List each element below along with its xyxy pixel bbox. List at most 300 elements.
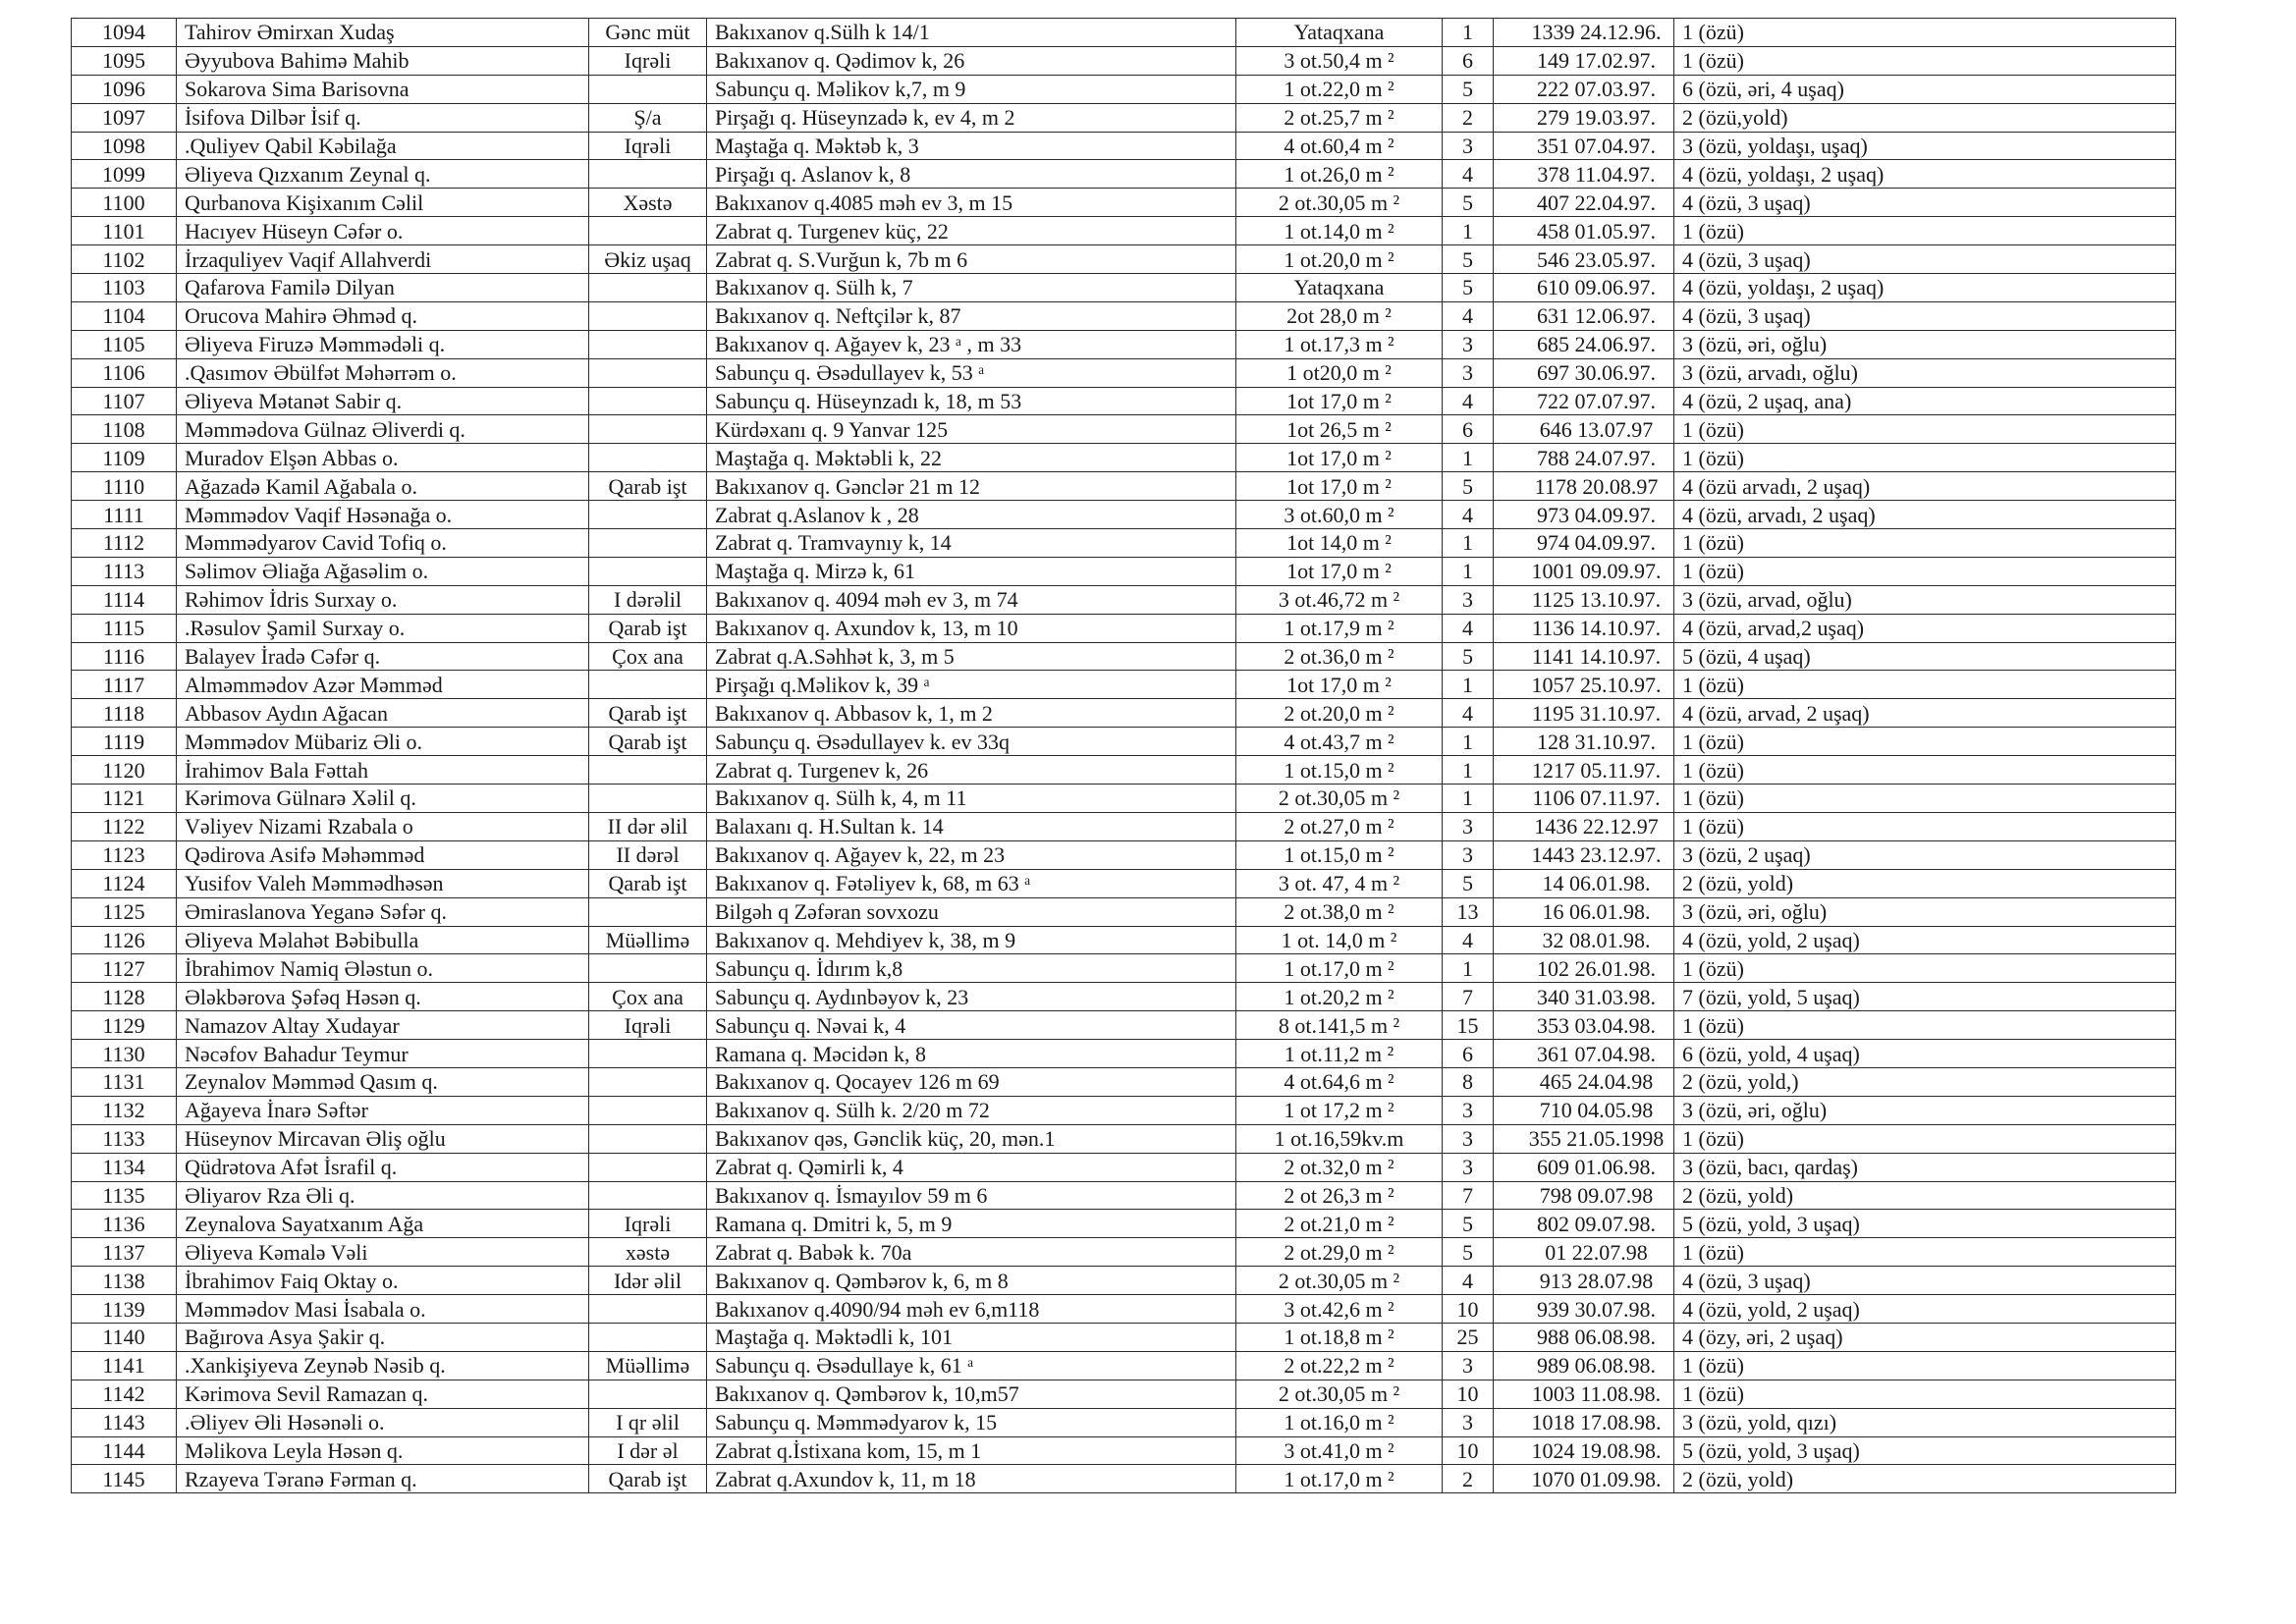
registration-cell: 102 26.01.98. (1494, 954, 1674, 983)
address-cell: Maştağa q. Məktəb k, 3 (707, 132, 1236, 160)
category-cell (589, 160, 707, 189)
address-cell: Bakıxanov q. Ağayev k, 23 ᵃ , m 33 (707, 330, 1236, 358)
housing-area-cell: 1ot 26,5 m ² (1236, 415, 1443, 444)
record-number-cell: 1103 (72, 274, 177, 302)
family-members-cell: 7 (özü, yold, 5 uşaq) (1674, 983, 2176, 1011)
category-cell (589, 1124, 707, 1153)
table-row (72, 1295, 2176, 1324)
table-row (72, 1380, 2176, 1408)
registration-cell: 1141 14.10.97. (1494, 642, 1674, 671)
category-cell (589, 1040, 707, 1068)
full-name-cell: Məmmədov Vaqif Həsənağa o. (177, 501, 589, 529)
record-number-cell: 1121 (72, 785, 177, 813)
household-count-cell: 1 (1443, 19, 1494, 47)
table-row (72, 529, 2176, 558)
full-name-cell: Tahirov Əmirxan Xudaş (177, 19, 589, 47)
full-name-cell: Əliyarov Rza Əli q. (177, 1181, 589, 1210)
address-cell: Sabunçu q. Əsədullayev k, 53 ᵃ (707, 358, 1236, 387)
housing-area-cell: 1 ot.22,0 m ² (1236, 75, 1443, 103)
household-count-cell: 7 (1443, 983, 1494, 1011)
category-cell: Əkiz uşaq (589, 245, 707, 274)
category-cell (589, 330, 707, 358)
registration-cell: 01 22.07.98 (1494, 1238, 1674, 1267)
record-number-cell: 1111 (72, 501, 177, 529)
record-number-cell: 1100 (72, 189, 177, 217)
housing-area-cell: 3 ot.60,0 m ² (1236, 501, 1443, 529)
record-number-cell: 1139 (72, 1295, 177, 1324)
household-count-cell: 5 (1443, 189, 1494, 217)
housing-queue-table (71, 18, 2176, 1493)
family-members-cell: 4 (özü, arvad, 2 uşaq) (1674, 699, 2176, 728)
address-cell: Zabrat q.A.Səhhət k, 3, m 5 (707, 642, 1236, 671)
registration-cell: 1003 11.08.98. (1494, 1380, 1674, 1408)
table-row (72, 274, 2176, 302)
table-row (72, 415, 2176, 444)
category-cell (589, 387, 707, 415)
family-members-cell: 3 (özü, əri, oğlu) (1674, 1096, 2176, 1124)
address-cell: Pirşağı q.Məlikov k, 39 ᵃ (707, 671, 1236, 699)
record-number-cell: 1126 (72, 926, 177, 954)
table-row (72, 1408, 2176, 1436)
record-number-cell: 1094 (72, 19, 177, 47)
family-members-cell: 1 (özü) (1674, 785, 2176, 813)
category-cell (589, 954, 707, 983)
registration-cell: 149 17.02.97. (1494, 46, 1674, 75)
address-cell: Bakıxanov q. Ağayev k, 22, m 23 (707, 840, 1236, 869)
family-members-cell: 4 (özü, 3 uşaq) (1674, 189, 2176, 217)
family-members-cell: 1 (özü) (1674, 415, 2176, 444)
registration-cell: 798 09.07.98 (1494, 1181, 1674, 1210)
registration-cell: 465 24.04.98 (1494, 1067, 1674, 1096)
full-name-cell: İrzaquliyev Vaqif Allahverdi (177, 245, 589, 274)
registration-cell: 1001 09.09.97. (1494, 557, 1674, 585)
table-row (72, 869, 2176, 897)
housing-area-cell: Yataqxana (1236, 274, 1443, 302)
full-name-cell: İsifova Dilbər İsif q. (177, 103, 589, 132)
housing-area-cell: 2 ot 26,3 m ² (1236, 1181, 1443, 1210)
family-members-cell: 2 (özü, yold,) (1674, 1067, 2176, 1096)
registration-cell: 685 24.06.97. (1494, 330, 1674, 358)
table-row (72, 1436, 2176, 1465)
family-members-cell: 4 (özü, 3 uşaq) (1674, 245, 2176, 274)
registration-cell: 222 07.03.97. (1494, 75, 1674, 103)
housing-area-cell: 2 ot.32,0 m ² (1236, 1153, 1443, 1181)
registration-cell: 14 06.01.98. (1494, 869, 1674, 897)
category-cell: Iqrəli (589, 46, 707, 75)
family-members-cell: 2 (özü,yold) (1674, 103, 2176, 132)
category-cell: Qarab işt (589, 1465, 707, 1493)
address-cell: Sabunçu q. Məmmədyarov k, 15 (707, 1408, 1236, 1436)
household-count-cell: 1 (1443, 671, 1494, 699)
full-name-cell: Əliyeva Kəmalə Vəli (177, 1238, 589, 1267)
housing-area-cell: 1 ot.16,0 m ² (1236, 1408, 1443, 1436)
housing-area-cell: 1 ot.17,0 m ² (1236, 954, 1443, 983)
address-cell: Zabrat q. Tramvaynıy k, 14 (707, 529, 1236, 558)
registration-cell: 1018 17.08.98. (1494, 1408, 1674, 1436)
table-row (72, 812, 2176, 840)
table-row (72, 1465, 2176, 1493)
full-name-cell: Əliyeva Məlahət Bəbibulla (177, 926, 589, 954)
registration-cell: 407 22.04.97. (1494, 189, 1674, 217)
category-cell (589, 415, 707, 444)
family-members-cell: 3 (özü, yoldaşı, uşaq) (1674, 132, 2176, 160)
housing-area-cell: 1 ot.20,0 m ² (1236, 245, 1443, 274)
category-cell: Ş/a (589, 103, 707, 132)
record-number-cell: 1127 (72, 954, 177, 983)
registration-cell: 1106 07.11.97. (1494, 785, 1674, 813)
registration-cell: 939 30.07.98. (1494, 1295, 1674, 1324)
table-row (72, 1096, 2176, 1124)
household-count-cell: 3 (1443, 358, 1494, 387)
family-members-cell: 1 (özü) (1674, 444, 2176, 472)
registration-cell: 788 24.07.97. (1494, 444, 1674, 472)
address-cell: Bakıxanov q.4090/94 məh ev 6,m118 (707, 1295, 1236, 1324)
household-count-cell: 4 (1443, 614, 1494, 642)
address-cell: Bakıxanov q. İsmayılov 59 m 6 (707, 1181, 1236, 1210)
table-row (72, 103, 2176, 132)
registration-cell: 1125 13.10.97. (1494, 585, 1674, 614)
record-number-cell: 1119 (72, 728, 177, 756)
record-number-cell: 1134 (72, 1153, 177, 1181)
household-count-cell: 1 (1443, 785, 1494, 813)
registration-cell: 1024 19.08.98. (1494, 1436, 1674, 1465)
record-number-cell: 1133 (72, 1124, 177, 1153)
housing-area-cell: 8 ot.141,5 m ² (1236, 1011, 1443, 1040)
family-members-cell: 1 (özü) (1674, 1380, 2176, 1408)
registration-cell: 458 01.05.97. (1494, 217, 1674, 245)
registration-cell: 378 11.04.97. (1494, 160, 1674, 189)
full-name-cell: Orucova Mahirə Əhməd q. (177, 301, 589, 330)
family-members-cell: 4 (özü, arvadı, 2 uşaq) (1674, 501, 2176, 529)
record-number-cell: 1120 (72, 756, 177, 785)
household-count-cell: 4 (1443, 926, 1494, 954)
housing-area-cell: 1 ot.18,8 m ² (1236, 1323, 1443, 1351)
record-number-cell: 1101 (72, 217, 177, 245)
address-cell: Zabrat q. Qəmirli k, 4 (707, 1153, 1236, 1181)
address-cell: Bakıxanov q. Axundov k, 13, m 10 (707, 614, 1236, 642)
table-row (72, 189, 2176, 217)
category-cell (589, 1181, 707, 1210)
category-cell: II dər əlil (589, 812, 707, 840)
full-name-cell: Qafarova Familə Dilyan (177, 274, 589, 302)
household-count-cell: 15 (1443, 1011, 1494, 1040)
household-count-cell: 5 (1443, 642, 1494, 671)
table-row (72, 1267, 2176, 1295)
full-name-cell: Səlimov Əliağa Ağasəlim o. (177, 557, 589, 585)
record-number-cell: 1106 (72, 358, 177, 387)
household-count-cell: 4 (1443, 387, 1494, 415)
address-cell: Maştağa q. Məktədli k, 101 (707, 1323, 1236, 1351)
full-name-cell: Alməmmədov Azər Məmməd (177, 671, 589, 699)
category-cell (589, 301, 707, 330)
category-cell: Qarab işt (589, 699, 707, 728)
registration-cell: 1217 05.11.97. (1494, 756, 1674, 785)
address-cell: Bilgəh q Zəfəran sovxozu (707, 897, 1236, 926)
address-cell: Sabunçu q. Məlikov k,7, m 9 (707, 75, 1236, 103)
full-name-cell: Abbasov Aydın Ağacan (177, 699, 589, 728)
full-name-cell: Əliyeva Mətanət Sabir q. (177, 387, 589, 415)
table-row (72, 1124, 2176, 1153)
housing-area-cell: 1 ot.14,0 m ² (1236, 217, 1443, 245)
category-cell: II dərəl (589, 840, 707, 869)
record-number-cell: 1137 (72, 1238, 177, 1267)
table-row (72, 444, 2176, 472)
table-row (72, 926, 2176, 954)
household-count-cell: 4 (1443, 1267, 1494, 1295)
address-cell: Bakıxanov q. Fətəliyev k, 68, m 63 ᵃ (707, 869, 1236, 897)
table-row (72, 217, 2176, 245)
full-name-cell: Əyyubova Bahimə Mahib (177, 46, 589, 75)
full-name-cell: Qüdrətova Afət İsrafil q. (177, 1153, 589, 1181)
address-cell: Pirşağı q. Hüseynzadə k, ev 4, m 2 (707, 103, 1236, 132)
household-count-cell: 5 (1443, 472, 1494, 501)
address-cell: Bakıxanov q.4085 məh ev 3, m 15 (707, 189, 1236, 217)
family-members-cell: 3 (özü, əri, oğlu) (1674, 330, 2176, 358)
record-number-cell: 1128 (72, 983, 177, 1011)
record-number-cell: 1136 (72, 1210, 177, 1238)
table-row (72, 501, 2176, 529)
record-number-cell: 1112 (72, 529, 177, 558)
address-cell: Bakıxanov q. Qəmbərov k, 6, m 8 (707, 1267, 1236, 1295)
address-cell: Maştağa q. Məktəbli k, 22 (707, 444, 1236, 472)
household-count-cell: 3 (1443, 1153, 1494, 1181)
household-count-cell: 4 (1443, 501, 1494, 529)
record-number-cell: 1107 (72, 387, 177, 415)
housing-area-cell: 2 ot.30,05 m ² (1236, 1267, 1443, 1295)
record-number-cell: 1138 (72, 1267, 177, 1295)
record-number-cell: 1114 (72, 585, 177, 614)
registration-cell: 631 12.06.97. (1494, 301, 1674, 330)
category-cell: Qarab işt (589, 728, 707, 756)
table-row (72, 472, 2176, 501)
full-name-cell: Əmiraslanova Yeganə Səfər q. (177, 897, 589, 926)
address-cell: Zabrat q.İstixana kom, 15, m 1 (707, 1436, 1236, 1465)
family-members-cell: 3 (özü, bacı, qardaş) (1674, 1153, 2176, 1181)
registration-cell: 646 13.07.97 (1494, 415, 1674, 444)
full-name-cell: Yusifov Valeh Məmmədhəsən (177, 869, 589, 897)
full-name-cell: Məmmədov Mübariz Əli o. (177, 728, 589, 756)
address-cell: Bakıxanov q. Sülh k, 4, m 11 (707, 785, 1236, 813)
full-name-cell: Bağırova Asya Şakir q. (177, 1323, 589, 1351)
housing-area-cell: 1 ot.16,59kv.m (1236, 1124, 1443, 1153)
address-cell: Bakıxanov qəs, Gənclik küç, 20, mən.1 (707, 1124, 1236, 1153)
category-cell: Qarab işt (589, 869, 707, 897)
category-cell (589, 1096, 707, 1124)
housing-area-cell: 2 ot.20,0 m ² (1236, 699, 1443, 728)
address-cell: Pirşağı q. Aslanov k, 8 (707, 160, 1236, 189)
household-count-cell: 3 (1443, 1096, 1494, 1124)
registration-cell: 16 06.01.98. (1494, 897, 1674, 926)
address-cell: Ramana q. Məcidən k, 8 (707, 1040, 1236, 1068)
full-name-cell: Məlikova Leyla Həsən q. (177, 1436, 589, 1465)
housing-area-cell: 1 ot.15,0 m ² (1236, 756, 1443, 785)
table-row (72, 1351, 2176, 1380)
record-number-cell: 1122 (72, 812, 177, 840)
household-count-cell: 3 (1443, 812, 1494, 840)
registration-cell: 1339 24.12.96. (1494, 19, 1674, 47)
household-count-cell: 5 (1443, 1238, 1494, 1267)
family-members-cell: 4 (özü, yold, 2 uşaq) (1674, 926, 2176, 954)
table-row (72, 75, 2176, 103)
household-count-cell: 10 (1443, 1295, 1494, 1324)
housing-area-cell: 2 ot.38,0 m ² (1236, 897, 1443, 926)
table-row (72, 699, 2176, 728)
housing-area-cell: 3 ot.42,6 m ² (1236, 1295, 1443, 1324)
category-cell (589, 1380, 707, 1408)
household-count-cell: 10 (1443, 1436, 1494, 1465)
record-number-cell: 1118 (72, 699, 177, 728)
household-count-cell: 1 (1443, 954, 1494, 983)
housing-area-cell: 2 ot.22,2 m ² (1236, 1351, 1443, 1380)
registration-cell: 802 09.07.98. (1494, 1210, 1674, 1238)
family-members-cell: 2 (özü, yold) (1674, 1465, 2176, 1493)
table-row (72, 585, 2176, 614)
registration-cell: 128 31.10.97. (1494, 728, 1674, 756)
full-name-cell: İrahimov Bala Fəttah (177, 756, 589, 785)
family-members-cell: 1 (özü) (1674, 756, 2176, 785)
household-count-cell: 13 (1443, 897, 1494, 926)
address-cell: Sabunçu q. Nəvai k, 4 (707, 1011, 1236, 1040)
full-name-cell: Məmmədyarov Cavid Tofiq o. (177, 529, 589, 558)
record-number-cell: 1143 (72, 1408, 177, 1436)
address-cell: Bakıxanov q. Mehdiyev k, 38, m 9 (707, 926, 1236, 954)
registration-cell: 1178 20.08.97 (1494, 472, 1674, 501)
household-count-cell: 3 (1443, 1408, 1494, 1436)
table-row (72, 1210, 2176, 1238)
record-number-cell: 1096 (72, 75, 177, 103)
registration-cell: 1070 01.09.98. (1494, 1465, 1674, 1493)
housing-area-cell: 1 ot.20,2 m ² (1236, 983, 1443, 1011)
family-members-cell: 4 (özü, 3 uşaq) (1674, 301, 2176, 330)
address-cell: Bakıxanov q. Qəmbərov k, 10,m57 (707, 1380, 1236, 1408)
table-row (72, 160, 2176, 189)
record-number-cell: 1110 (72, 472, 177, 501)
full-name-cell: .Qasımov Əbülfət Məhərrəm o. (177, 358, 589, 387)
household-count-cell: 1 (1443, 217, 1494, 245)
registration-cell: 989 06.08.98. (1494, 1351, 1674, 1380)
full-name-cell: .Əliyev Əli Həsənəli o. (177, 1408, 589, 1436)
record-number-cell: 1109 (72, 444, 177, 472)
table-row (72, 756, 2176, 785)
address-cell: Bakıxanov q.Sülh k 14/1 (707, 19, 1236, 47)
registration-cell: 546 23.05.97. (1494, 245, 1674, 274)
registration-cell: 1195 31.10.97. (1494, 699, 1674, 728)
housing-area-cell: 2 ot.30,05 m ² (1236, 785, 1443, 813)
category-cell: xəstə (589, 1238, 707, 1267)
full-name-cell: Namazov Altay Xudayar (177, 1011, 589, 1040)
table-row (72, 954, 2176, 983)
housing-area-cell: 2 ot.21,0 m ² (1236, 1210, 1443, 1238)
full-name-cell: Kərimova Gülnarə Xəlil q. (177, 785, 589, 813)
table-body (72, 19, 2176, 1493)
table-row (72, 46, 2176, 75)
family-members-cell: 1 (özü) (1674, 557, 2176, 585)
household-count-cell: 25 (1443, 1323, 1494, 1351)
full-name-cell: Ağayeva İnarə Səftər (177, 1096, 589, 1124)
table-row (72, 557, 2176, 585)
table-row (72, 387, 2176, 415)
table-row (72, 1153, 2176, 1181)
household-count-cell: 2 (1443, 1465, 1494, 1493)
full-name-cell: İbrahimov Namiq Ələstun o. (177, 954, 589, 983)
family-members-cell: 1 (özü) (1674, 954, 2176, 983)
table-row (72, 330, 2176, 358)
record-number-cell: 1098 (72, 132, 177, 160)
category-cell: Iqrəli (589, 1011, 707, 1040)
household-count-cell: 4 (1443, 160, 1494, 189)
housing-area-cell: 4 ot.64,6 m ² (1236, 1067, 1443, 1096)
registration-cell: 355 21.05.1998 (1494, 1124, 1674, 1153)
housing-area-cell: 1 ot.17,0 m ² (1236, 1465, 1443, 1493)
category-cell (589, 785, 707, 813)
housing-area-cell: 1ot 17,0 m ² (1236, 671, 1443, 699)
family-members-cell: 3 (özü, arvad, oğlu) (1674, 585, 2176, 614)
household-count-cell: 4 (1443, 301, 1494, 330)
category-cell (589, 217, 707, 245)
table-row (72, 840, 2176, 869)
table-row (72, 614, 2176, 642)
address-cell: Zabrat q. Turgenev k, 26 (707, 756, 1236, 785)
category-cell (589, 529, 707, 558)
family-members-cell: 1 (özü) (1674, 19, 2176, 47)
table-row (72, 785, 2176, 813)
address-cell: Zabrat q. Turgenev küç, 22 (707, 217, 1236, 245)
household-count-cell: 6 (1443, 415, 1494, 444)
household-count-cell: 1 (1443, 728, 1494, 756)
category-cell: Qarab işt (589, 472, 707, 501)
family-members-cell: 3 (özü, yold, qızı) (1674, 1408, 2176, 1436)
family-members-cell: 6 (özü, əri, 4 uşaq) (1674, 75, 2176, 103)
full-name-cell: Nəcəfov Bahadur Teymur (177, 1040, 589, 1068)
table-row (72, 983, 2176, 1011)
record-number-cell: 1131 (72, 1067, 177, 1096)
registration-cell: 279 19.03.97. (1494, 103, 1674, 132)
housing-area-cell: 1ot 14,0 m ² (1236, 529, 1443, 558)
full-name-cell: Balayev İradə Cəfər q. (177, 642, 589, 671)
category-cell: Müəllimə (589, 1351, 707, 1380)
category-cell (589, 444, 707, 472)
address-cell: Bakıxanov q. Abbasov k, 1, m 2 (707, 699, 1236, 728)
household-count-cell: 2 (1443, 103, 1494, 132)
record-number-cell: 1144 (72, 1436, 177, 1465)
record-number-cell: 1108 (72, 415, 177, 444)
record-number-cell: 1124 (72, 869, 177, 897)
household-count-cell: 7 (1443, 1181, 1494, 1210)
record-number-cell: 1095 (72, 46, 177, 75)
family-members-cell: 4 (özü, arvad,2 uşaq) (1674, 614, 2176, 642)
category-cell (589, 501, 707, 529)
family-members-cell: 4 (özü, 3 uşaq) (1674, 1267, 2176, 1295)
category-cell (589, 1067, 707, 1096)
table-row (72, 642, 2176, 671)
family-members-cell: 1 (özü) (1674, 812, 2176, 840)
address-cell: Zabrat q.Axundov k, 11, m 18 (707, 1465, 1236, 1493)
family-members-cell: 1 (özü) (1674, 1351, 2176, 1380)
address-cell: Sabunçu q. Aydınbəyov k, 23 (707, 983, 1236, 1011)
address-cell: Zabrat q.Aslanov k , 28 (707, 501, 1236, 529)
full-name-cell: Əliyeva Qızxanım Zeynal q. (177, 160, 589, 189)
registration-cell: 913 28.07.98 (1494, 1267, 1674, 1295)
table-row (72, 358, 2176, 387)
registration-cell: 1436 22.12.97 (1494, 812, 1674, 840)
household-count-cell: 3 (1443, 330, 1494, 358)
household-count-cell: 1 (1443, 444, 1494, 472)
table-row (72, 1323, 2176, 1351)
table-row (72, 1181, 2176, 1210)
full-name-cell: Sokarova Sima Barisovna (177, 75, 589, 103)
table-row (72, 132, 2176, 160)
housing-area-cell: 1 ot.26,0 m ² (1236, 160, 1443, 189)
